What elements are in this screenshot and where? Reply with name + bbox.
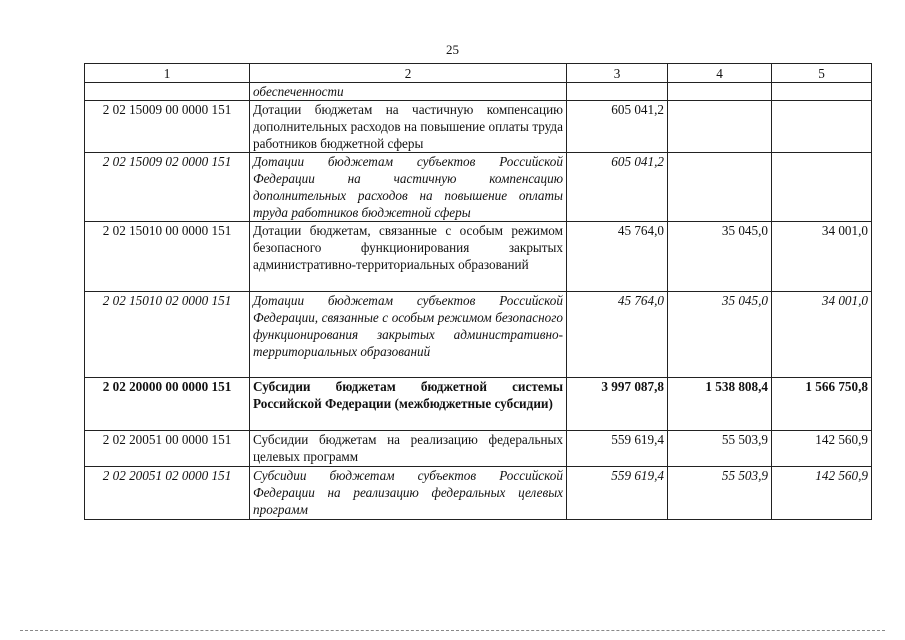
budget-code-cell: 2 02 15009 02 0000 151 — [85, 153, 250, 222]
column-header-5: 5 — [772, 64, 872, 83]
bottom-rule — [20, 630, 885, 631]
amount-col3-cell: 605 041,2 — [567, 101, 668, 153]
amount-col4-cell: 35 045,0 — [668, 222, 772, 292]
column-header-4: 4 — [668, 64, 772, 83]
amount-col5-cell: 142 560,9 — [772, 467, 872, 520]
budget-code-cell: 2 02 20051 00 0000 151 — [85, 431, 250, 467]
description-cell: Дотации бюджетам субъектов Российской Федерации на частичную компенсацию дополнительных расходов на повышение оплаты труда работников бюджетной сферы — [250, 153, 567, 222]
table-row — [85, 467, 872, 520]
amount-col3-cell: 559 619,4 — [567, 431, 668, 467]
table-row — [85, 83, 872, 101]
budget-code-cell: 2 02 15009 00 0000 151 — [85, 101, 250, 153]
table-body — [85, 83, 872, 520]
budget-revenue-table — [84, 63, 872, 520]
amount-col5-cell — [772, 83, 872, 101]
page-number: 25 — [446, 42, 459, 57]
amount-col4-cell — [668, 101, 772, 153]
description-cell: Дотации бюджетам на частичную компенсацию дополнительных расходов на повышение оплаты труда работников бюджетной сферы — [250, 101, 567, 153]
table-row — [85, 101, 872, 153]
amount-col3-cell: 605 041,2 — [567, 153, 668, 222]
table-header-row — [85, 64, 872, 83]
description-cell: обеспеченности — [250, 83, 567, 101]
budget-code-cell: 2 02 20051 02 0000 151 — [85, 467, 250, 520]
amount-col4-cell: 55 503,9 — [668, 467, 772, 520]
table-row — [85, 153, 872, 222]
amount-col4-cell: 1 538 808,4 — [668, 378, 772, 431]
budget-code-cell: 2 02 20000 00 0000 151 — [85, 378, 250, 431]
description-cell: Дотации бюджетам, связанные с особым режимом безопасного функционирования закрытых административно-территориальных образований — [250, 222, 567, 292]
column-header-1: 1 — [85, 64, 250, 83]
amount-col4-cell: 55 503,9 — [668, 431, 772, 467]
budget-code-cell: 2 02 15010 02 0000 151 — [85, 292, 250, 378]
amount-col3-cell: 3 997 087,8 — [567, 378, 668, 431]
amount-col3-cell — [567, 83, 668, 101]
amount-col5-cell: 142 560,9 — [772, 431, 872, 467]
amount-col5-cell: 34 001,0 — [772, 222, 872, 292]
budget-code-cell: 2 02 15010 00 0000 151 — [85, 222, 250, 292]
column-header-2: 2 — [250, 64, 567, 83]
description-cell: Дотации бюджетам субъектов Российской Федерации, связанные с особым режимом безопасного функционирования закрытых административно-территориальных образований — [250, 292, 567, 378]
description-cell: Субсидии бюджетам на реализацию федеральных целевых программ — [250, 431, 567, 467]
amount-col4-cell — [668, 153, 772, 222]
table-row — [85, 292, 872, 378]
amount-col5-cell — [772, 153, 872, 222]
amount-col4-cell — [668, 83, 772, 101]
amount-col3-cell: 559 619,4 — [567, 467, 668, 520]
amount-col5-cell — [772, 101, 872, 153]
column-header-3: 3 — [567, 64, 668, 83]
description-cell: Субсидии бюджетам субъектов Российской Федерации на реализацию федеральных целевых программ — [250, 467, 567, 520]
table-row — [85, 431, 872, 467]
table-row — [85, 378, 872, 431]
amount-col5-cell: 34 001,0 — [772, 292, 872, 378]
amount-col4-cell: 35 045,0 — [668, 292, 772, 378]
description-cell: Субсидии бюджетам бюджетной системы Российской Федерации (межбюджетные субсидии) — [250, 378, 567, 431]
amount-col5-cell: 1 566 750,8 — [772, 378, 872, 431]
budget-code-cell — [85, 83, 250, 101]
amount-col3-cell: 45 764,0 — [567, 222, 668, 292]
table-row — [85, 222, 872, 292]
amount-col3-cell: 45 764,0 — [567, 292, 668, 378]
